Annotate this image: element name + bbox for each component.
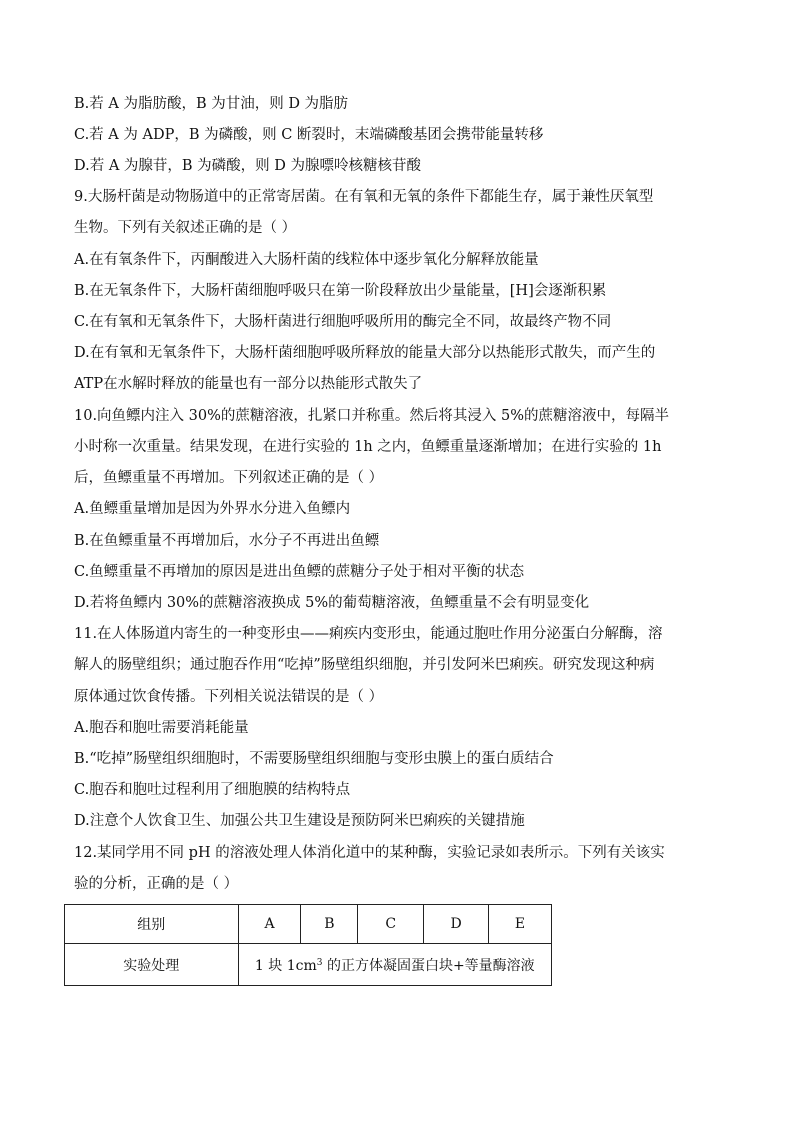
question-10-stem-line-2: 小时称一次重量。结果发现，在进行实验的 1h 之内，鱼鳔重量逐渐增加；在进行实验的 1h (74, 439, 662, 455)
question-10-stem-line-3: 后，鱼鳔重量不再增加。下列叙述正确的是（ ） (74, 470, 384, 486)
group-a-cell: A (238, 905, 301, 944)
option-8c: C.若 A 为 ADP，B 为磷酸，则 C 断裂时，末端磷酸基团会携带能量转移 (74, 127, 544, 143)
treatment-superscript: 3 (316, 957, 323, 968)
experiment-table (64, 904, 552, 986)
option-10b: B.在鱼鳔重量不再增加后，水分子不再进出鱼鳔 (74, 533, 380, 549)
option-9c: C.在有氧和无氧条件下，大肠杆菌进行细胞呼吸所用的酶完全不同，故最终产物不同 (74, 314, 612, 330)
option-10c: C.鱼鳔重量不再增加的原因是进出鱼鳔的蔗糖分子处于相对平衡的状态 (74, 564, 525, 580)
option-11d: D.注意个人饮食卫生、加强公共卫生建设是预防阿米巴痢疾的关键措施 (74, 813, 525, 829)
option-11a: A.胞吞和胞吐需要消耗能量 (74, 720, 249, 736)
question-9-stem-line-1: 9.大肠杆菌是动物肠道中的正常寄居菌。在有氧和无氧的条件下都能生存，属于兼性厌氧型 (74, 189, 654, 205)
treatment-value-cell (238, 944, 551, 986)
table-header-row (65, 905, 552, 944)
question-11-stem-line-1: 11.在人体肠道内寄生的一种变形虫——痢疾内变形虫，能通过胞吐作用分泌蛋白分解酶，溶 (74, 626, 663, 642)
treatment-text-start: 1 块 1cm (254, 957, 317, 974)
question-9-stem-line-2: 生物。下列有关叙述正确的是（ ） (74, 220, 297, 236)
group-b-cell: B (301, 905, 358, 944)
table-treatment-row (65, 944, 552, 986)
option-8d: D.若 A 为腺苷，B 为磷酸，则 D 为腺嘌呤核糖核苷酸 (74, 158, 422, 174)
question-12-stem-line-1: 12.某同学用不同 pH 的溶液处理人体消化道中的某种酶，实验记录如表所示。下列有关该实 (74, 845, 665, 861)
option-11b: B.“吃掉”肠壁组织细胞时，不需要肠壁组织细胞与变形虫膜上的蛋白质结合 (74, 751, 554, 767)
option-11c: C.胞吞和胞吐过程利用了细胞膜的结构特点 (74, 782, 351, 798)
option-8b: B.若 A 为脂肪酸，B 为甘油，则 D 为脂肪 (74, 96, 349, 112)
option-9d-line-1: D.在有氧和无氧条件下，大肠杆菌细胞呼吸所释放的能量大部分以热能形式散失，而产生的 (74, 345, 656, 361)
option-9b: B.在无氧条件下，大肠杆菌细胞呼吸只在第一阶段释放出少量能量，[H]会逐渐积累 (74, 283, 607, 299)
option-10d: D.若将鱼鳔内 30%的蔗糖溶液换成 5%的葡萄糖溶液，鱼鳔重量不会有明显变化 (74, 595, 590, 611)
question-10-stem-line-1: 10.向鱼鳔内注入 30%的蔗糖溶液，扎紧口并称重。然后将其浸入 5%的蔗糖溶液中，每隔半 (74, 408, 670, 424)
option-9d-line-2: ATP在水解时释放的能量也有一部分以热能形式散失了 (74, 376, 423, 392)
group-e-cell: E (489, 905, 552, 944)
option-9a: A.在有氧条件下，丙酮酸进入大肠杆菌的线粒体中逐步氧化分解释放能量 (74, 252, 539, 268)
group-header-cell: 组别 (65, 905, 239, 944)
question-11-stem-line-2: 解人的肠壁组织；通过胞吞作用“吃掉”肠壁组织细胞，并引发阿米巴痢疾。研究发现这种病 (74, 657, 655, 673)
group-d-cell: D (424, 905, 489, 944)
group-c-cell: C (358, 905, 424, 944)
question-11-stem-line-3: 原体通过饮食传播。下列相关说法错误的是（ ） (74, 689, 384, 705)
question-12-stem-line-2: 验的分析，正确的是（ ） (74, 876, 239, 892)
treatment-label-cell: 实验处理 (65, 944, 239, 986)
option-10a: A.鱼鳔重量增加是因为外界水分进入鱼鳔内 (74, 501, 351, 517)
treatment-text-end: 的正方体凝固蛋白块+等量酶溶液 (322, 957, 535, 974)
